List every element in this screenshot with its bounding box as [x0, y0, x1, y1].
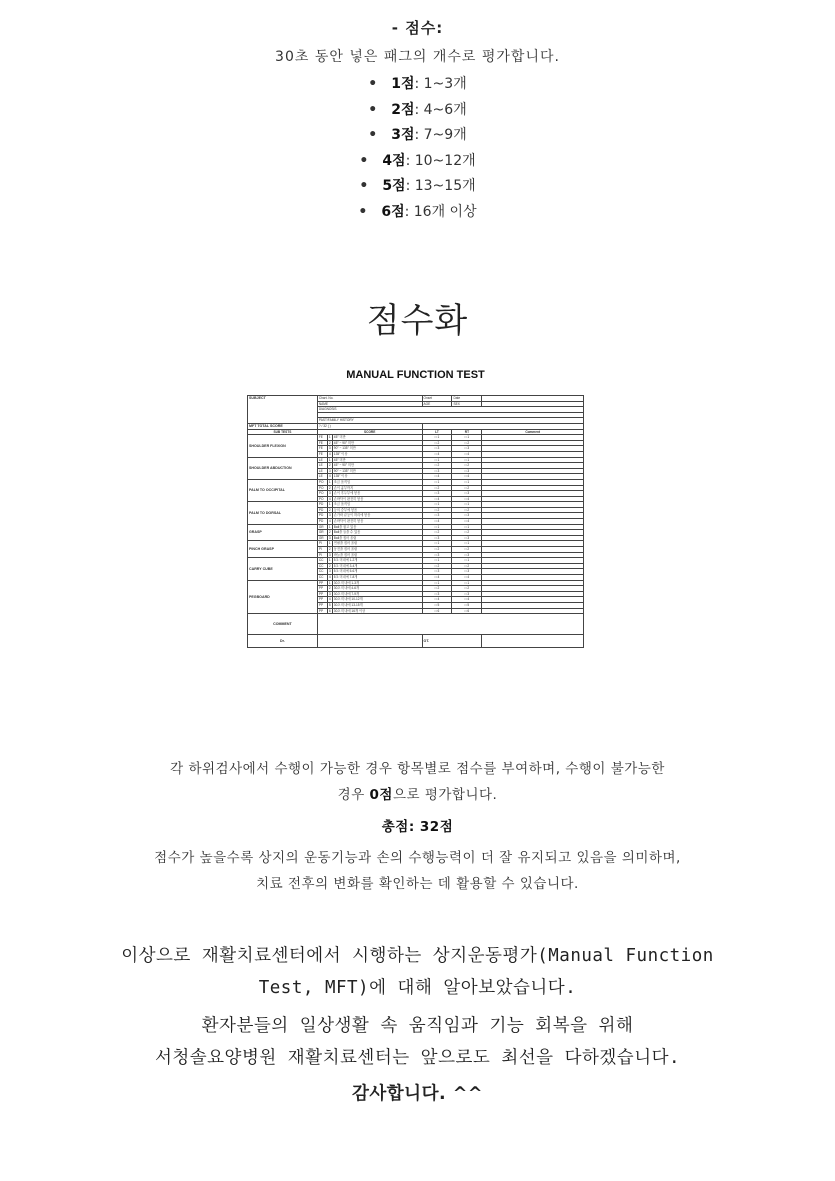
rt-checkbox: □ 3	[452, 591, 482, 597]
score-number: 3	[328, 468, 331, 473]
rt-checkbox: □ 1	[452, 541, 482, 547]
rt-checkbox: □ 3	[452, 446, 482, 452]
score-number: 2	[328, 563, 331, 568]
lt-checkbox: □ 3	[422, 569, 452, 575]
test-code: PP	[317, 608, 327, 614]
score-criterion: 45° 미만	[332, 457, 422, 463]
mft-form-image	[247, 367, 584, 707]
score-criterion: 135° 이상	[332, 451, 422, 457]
test-code: PP	[317, 602, 327, 608]
score-number: 2	[328, 463, 331, 468]
lt-checkbox: □ 2	[422, 547, 452, 553]
test-code: LE	[317, 468, 327, 474]
test-code: PO	[317, 485, 327, 491]
diagnosis-label: DIAGNOSIS	[317, 407, 583, 413]
score-number: 3	[328, 569, 331, 574]
lt-checkbox: □ 1	[422, 524, 452, 530]
list-item: • 3점: 7~9개	[0, 123, 835, 149]
score-number: 3	[328, 591, 331, 596]
closing-line-1: 이상으로 재활치료센터에서 시행하는 상지운동평가(Manual Function	[121, 946, 714, 966]
score-number: 2	[328, 547, 331, 552]
score-number: 4	[328, 451, 331, 456]
rt-checkbox: □ 1	[452, 502, 482, 508]
rt-checkbox: □ 3	[452, 569, 482, 575]
rt-checkbox: □ 4	[452, 474, 482, 480]
score-number: 1	[328, 580, 331, 585]
test-code: PD	[317, 519, 327, 525]
lt-checkbox: □ 4	[422, 451, 452, 457]
list-item: • 5점: 13~15개	[0, 174, 835, 200]
rt-checkbox: □ 3	[452, 552, 482, 558]
subtest-name: PEGBOARD	[248, 580, 318, 614]
rt-checkbox: □ 2	[452, 440, 482, 446]
subtest-name: SHOULDER ABDUCTION	[248, 457, 318, 479]
score-criterion: 등의 중부에 닿음	[332, 507, 422, 513]
lt-checkbox: □ 1	[422, 479, 452, 485]
score-criterion: 손이 후두부에 닿음	[332, 491, 422, 497]
score-criterion: 5초 미내에 3-4개	[332, 563, 422, 569]
desc-line-2: 경우 0점으로 평가합니다.	[337, 787, 498, 803]
score-criterion: 30초 미내에 7-9개	[332, 591, 422, 597]
rt-checkbox: □ 1	[452, 435, 482, 441]
thanks-text: 감사합니다. ^^	[351, 1084, 484, 1104]
score-number: 3	[328, 446, 331, 451]
lt-checkbox: □ 5	[422, 602, 452, 608]
lt-checkbox: □ 2	[422, 563, 452, 569]
rt-checkbox: □ 2	[452, 563, 482, 569]
lt-checkbox: □ 3	[422, 591, 452, 597]
list-item: • 6점: 16개 이상	[0, 200, 835, 226]
score-number: 4	[328, 496, 331, 501]
rt-checkbox: □ 2	[452, 485, 482, 491]
subtest-name: PALM TO DORSAL	[248, 502, 318, 524]
rt-checkbox: □ 4	[452, 575, 482, 581]
lt-checkbox: □ 1	[422, 435, 452, 441]
bullet-icon: •	[359, 152, 369, 169]
closing-line-4: 서청솔요양병원 재활치료센터는 앞으로도 최선을 다하겠습니다.	[154, 1048, 681, 1068]
score-criterion: 45° 미만	[332, 435, 422, 441]
test-code: PO	[317, 479, 327, 485]
score-criterion: 30초 미내에 10-12개	[332, 597, 422, 603]
total-score-value: ? / 32 ( )	[317, 423, 422, 429]
rt-checkbox: □ 3	[452, 535, 482, 541]
ot-label: OT.	[422, 635, 482, 648]
rt-checkbox: □ 3	[452, 491, 482, 497]
lt-checkbox: □ 6	[422, 608, 452, 614]
lt-checkbox: □ 4	[422, 474, 452, 480]
bullet-icon: •	[368, 76, 378, 92]
test-code: PO	[317, 496, 327, 502]
score-criterion: Ball을 잡고 있음	[332, 524, 422, 530]
rt-checkbox: □ 4	[452, 519, 482, 525]
lt-checkbox: □ 1	[422, 580, 452, 586]
score-list	[0, 72, 835, 225]
section-title: 점수화	[366, 301, 469, 341]
test-code: GR	[317, 524, 327, 530]
score-criterion: 30초 미내에 13-15개	[332, 602, 422, 608]
test-code: CC	[317, 563, 327, 569]
onset-label: Onset	[422, 396, 452, 402]
score-criterion: 90° ~ 135° 미만	[332, 468, 422, 474]
test-code: PD	[317, 507, 327, 513]
score-number: 4	[328, 474, 331, 479]
score-criterion: 5초 미내에 7-8개	[332, 575, 422, 581]
score-number: 1	[328, 524, 331, 529]
rt-checkbox: □ 1	[452, 457, 482, 463]
score-number: 1	[328, 479, 331, 484]
score-criterion: Ball을 들을 수 있음	[332, 530, 422, 536]
test-code: FE	[317, 435, 327, 441]
age-label: AGE	[422, 401, 452, 407]
col-comment: Comment	[482, 429, 584, 435]
test-code: PP	[317, 586, 327, 592]
score-criterion: 90° ~ 135° 미만	[332, 446, 422, 452]
test-code: PI	[317, 552, 327, 558]
score-number: 2	[328, 440, 331, 445]
score-number: 2	[328, 530, 331, 535]
score-number: 3	[328, 552, 331, 557]
closing-line-3: 환자분들의 일상생활 속 움직임과 기능 회복을 위해	[201, 1016, 634, 1036]
lt-checkbox: □ 4	[422, 496, 452, 502]
test-code: FE	[317, 451, 327, 457]
score-number: 1	[328, 457, 331, 462]
test-code: LE	[317, 457, 327, 463]
subject-label: SUBJECT	[248, 396, 318, 424]
lt-checkbox: □ 3	[422, 535, 452, 541]
score-criterion: 5초 미내에 1-2개	[332, 558, 422, 564]
lt-checkbox: □ 1	[422, 541, 452, 547]
lt-checkbox: □ 2	[422, 586, 452, 592]
lt-checkbox: □ 3	[422, 446, 452, 452]
lt-checkbox: □ 1	[422, 502, 452, 508]
score-number: 2	[328, 586, 331, 591]
score-criterion: 45° ~ 90° 미만	[332, 463, 422, 469]
lt-checkbox: □ 2	[422, 440, 452, 446]
lt-checkbox: □ 1	[422, 558, 452, 564]
comment-label: COMMENT	[248, 614, 318, 635]
score-criterion: 손이 흉부까지	[332, 485, 422, 491]
test-code: PD	[317, 502, 327, 508]
lt-checkbox: □ 2	[422, 530, 452, 536]
lt-checkbox: □ 2	[422, 485, 452, 491]
test-code: GR	[317, 535, 327, 541]
score-criterion: 바늘을 집어 올림	[332, 552, 422, 558]
score-number: 6	[328, 608, 331, 613]
lt-checkbox: □ 4	[422, 575, 452, 581]
rt-checkbox: □ 2	[452, 463, 482, 469]
form-title: MANUAL FUNCTION TEST	[346, 369, 485, 381]
rt-checkbox: □ 3	[452, 468, 482, 474]
lt-checkbox: □ 4	[422, 597, 452, 603]
test-code: FE	[317, 446, 327, 452]
lt-checkbox: □ 3	[422, 468, 452, 474]
score-criterion: 30초 미내에 4-6개	[332, 586, 422, 592]
desc-line-1: 각 하위검사에서 수행이 가능한 경우 항목별로 점수를 부여하며, 수행이 불가능한	[170, 761, 665, 777]
test-code: PP	[317, 597, 327, 603]
col-rt: RT	[452, 429, 482, 435]
test-code: FE	[317, 440, 327, 446]
rt-checkbox: □ 1	[452, 479, 482, 485]
score-criterion: 연필을 집어 올림	[332, 541, 422, 547]
score-number: 1	[328, 558, 331, 563]
date-label: Date	[452, 396, 482, 402]
list-item: • 2점: 4~6개	[0, 98, 835, 124]
list-item: • 4점: 10~12개	[0, 149, 835, 175]
list-item: • 1점: 1~3개	[0, 72, 835, 98]
subtest-name: PINCH GRASP	[248, 541, 318, 558]
score-number: 3	[328, 491, 331, 496]
col-lt: LT	[422, 429, 452, 435]
test-code: CC	[317, 558, 327, 564]
desc-line-3: 점수가 높을수록 상지의 운동기능과 손의 수행능력이 더 잘 유지되고 있음을 의미하며,	[154, 850, 681, 866]
name-label: NAME	[317, 401, 422, 407]
lt-checkbox: □ 2	[422, 463, 452, 469]
sex-label: SEX	[452, 401, 482, 407]
score-criterion: 손바닥이 완전히 닿음	[332, 519, 422, 525]
scoring-intro: 30초 동안 넣은 패그의 개수로 평가합니다.	[275, 49, 560, 65]
col-score: SCORE	[317, 429, 422, 435]
total-score-text: 총점: 32점	[381, 819, 454, 835]
lt-checkbox: □ 3	[422, 491, 452, 497]
rt-checkbox: □ 3	[452, 513, 482, 519]
bullet-icon: •	[368, 127, 378, 143]
rt-checkbox: □ 1	[452, 524, 482, 530]
test-code: PP	[317, 580, 327, 586]
col-subtests: SUB TESTS	[248, 429, 318, 435]
score-number: 3	[328, 535, 331, 540]
bullet-icon: •	[359, 178, 369, 194]
mft-table	[247, 395, 584, 648]
rt-checkbox: □ 4	[452, 451, 482, 457]
test-code: PI	[317, 547, 327, 553]
chart-no-label: Chart. No.	[317, 396, 422, 402]
subtest-name: CARRY CUBE	[248, 558, 318, 580]
rt-checkbox: □ 6	[452, 608, 482, 614]
test-code: PI	[317, 541, 327, 547]
lt-checkbox: □ 3	[422, 552, 452, 558]
dr-label: Dr.	[248, 635, 318, 648]
rt-checkbox: □ 4	[452, 496, 482, 502]
score-number: 2	[328, 485, 331, 490]
test-code: GR	[317, 530, 327, 536]
score-criterion: 조금 움직임	[332, 479, 422, 485]
subtest-name: PALM TO OCCIPITAL	[248, 479, 318, 501]
score-criterion: 5초 미내에 5-6개	[332, 569, 422, 575]
score-criterion: Ball을 집어 올림	[332, 535, 422, 541]
rt-checkbox: □ 4	[452, 597, 482, 603]
bullet-icon: •	[368, 101, 378, 118]
rt-checkbox: □ 2	[452, 586, 482, 592]
rt-checkbox: □ 5	[452, 602, 482, 608]
total-score-label: MFT TOTAL SCORE	[248, 423, 318, 429]
test-code: CC	[317, 575, 327, 581]
subtest-name: GRASP	[248, 524, 318, 541]
lt-checkbox: □ 1	[422, 457, 452, 463]
closing-line-2: Test, MFT)에 대해 알아보았습니다.	[258, 978, 577, 998]
test-code: LE	[317, 474, 327, 480]
score-number: 4	[328, 575, 331, 579]
scoring-heading: - 점수:	[391, 19, 444, 37]
desc-line-4: 치료 전후의 변화를 확인하는 데 활용할 수 있습니다.	[256, 876, 579, 892]
lt-checkbox: □ 2	[422, 507, 452, 513]
rt-checkbox: □ 2	[452, 507, 482, 513]
score-criterion: 45° ~ 90° 미만	[332, 440, 422, 446]
score-number: 4	[328, 597, 331, 602]
rt-checkbox: □ 2	[452, 530, 482, 536]
score-criterion: 30초 미내에 1-3개	[332, 580, 422, 586]
score-number: 1	[328, 435, 331, 440]
test-code: PP	[317, 591, 327, 597]
rt-checkbox: □ 1	[452, 558, 482, 564]
score-criterion: 조금 움직임	[332, 502, 422, 508]
test-code: PD	[317, 513, 327, 519]
score-number: 1	[328, 541, 331, 546]
lt-checkbox: □ 4	[422, 519, 452, 525]
bullet-icon: •	[358, 203, 368, 220]
score-criterion: 손가락 끝등이 허리에 닿음	[332, 513, 422, 519]
score-number: 5	[328, 602, 331, 607]
subtest-name: SHOULDER FLEXION	[248, 435, 318, 457]
score-criterion: 135° 이상	[332, 474, 422, 480]
rt-checkbox: □ 2	[452, 547, 482, 553]
score-number: 4	[328, 519, 331, 524]
lt-checkbox: □ 3	[422, 513, 452, 519]
score-criterion: 손바닥이 완전히 닿음	[332, 496, 422, 502]
rt-checkbox: □ 1	[452, 580, 482, 586]
score-criterion: 30초 미내에 16개 이상	[332, 608, 422, 614]
history-label: PAST/FAMILY HISTORY	[317, 418, 583, 424]
test-code: CC	[317, 569, 327, 575]
score-criterion: 동전을 집어 올림	[332, 547, 422, 553]
score-number: 2	[328, 507, 331, 512]
test-code: LE	[317, 463, 327, 469]
score-number: 1	[328, 502, 331, 507]
test-code: PO	[317, 491, 327, 497]
score-number: 3	[328, 513, 331, 518]
